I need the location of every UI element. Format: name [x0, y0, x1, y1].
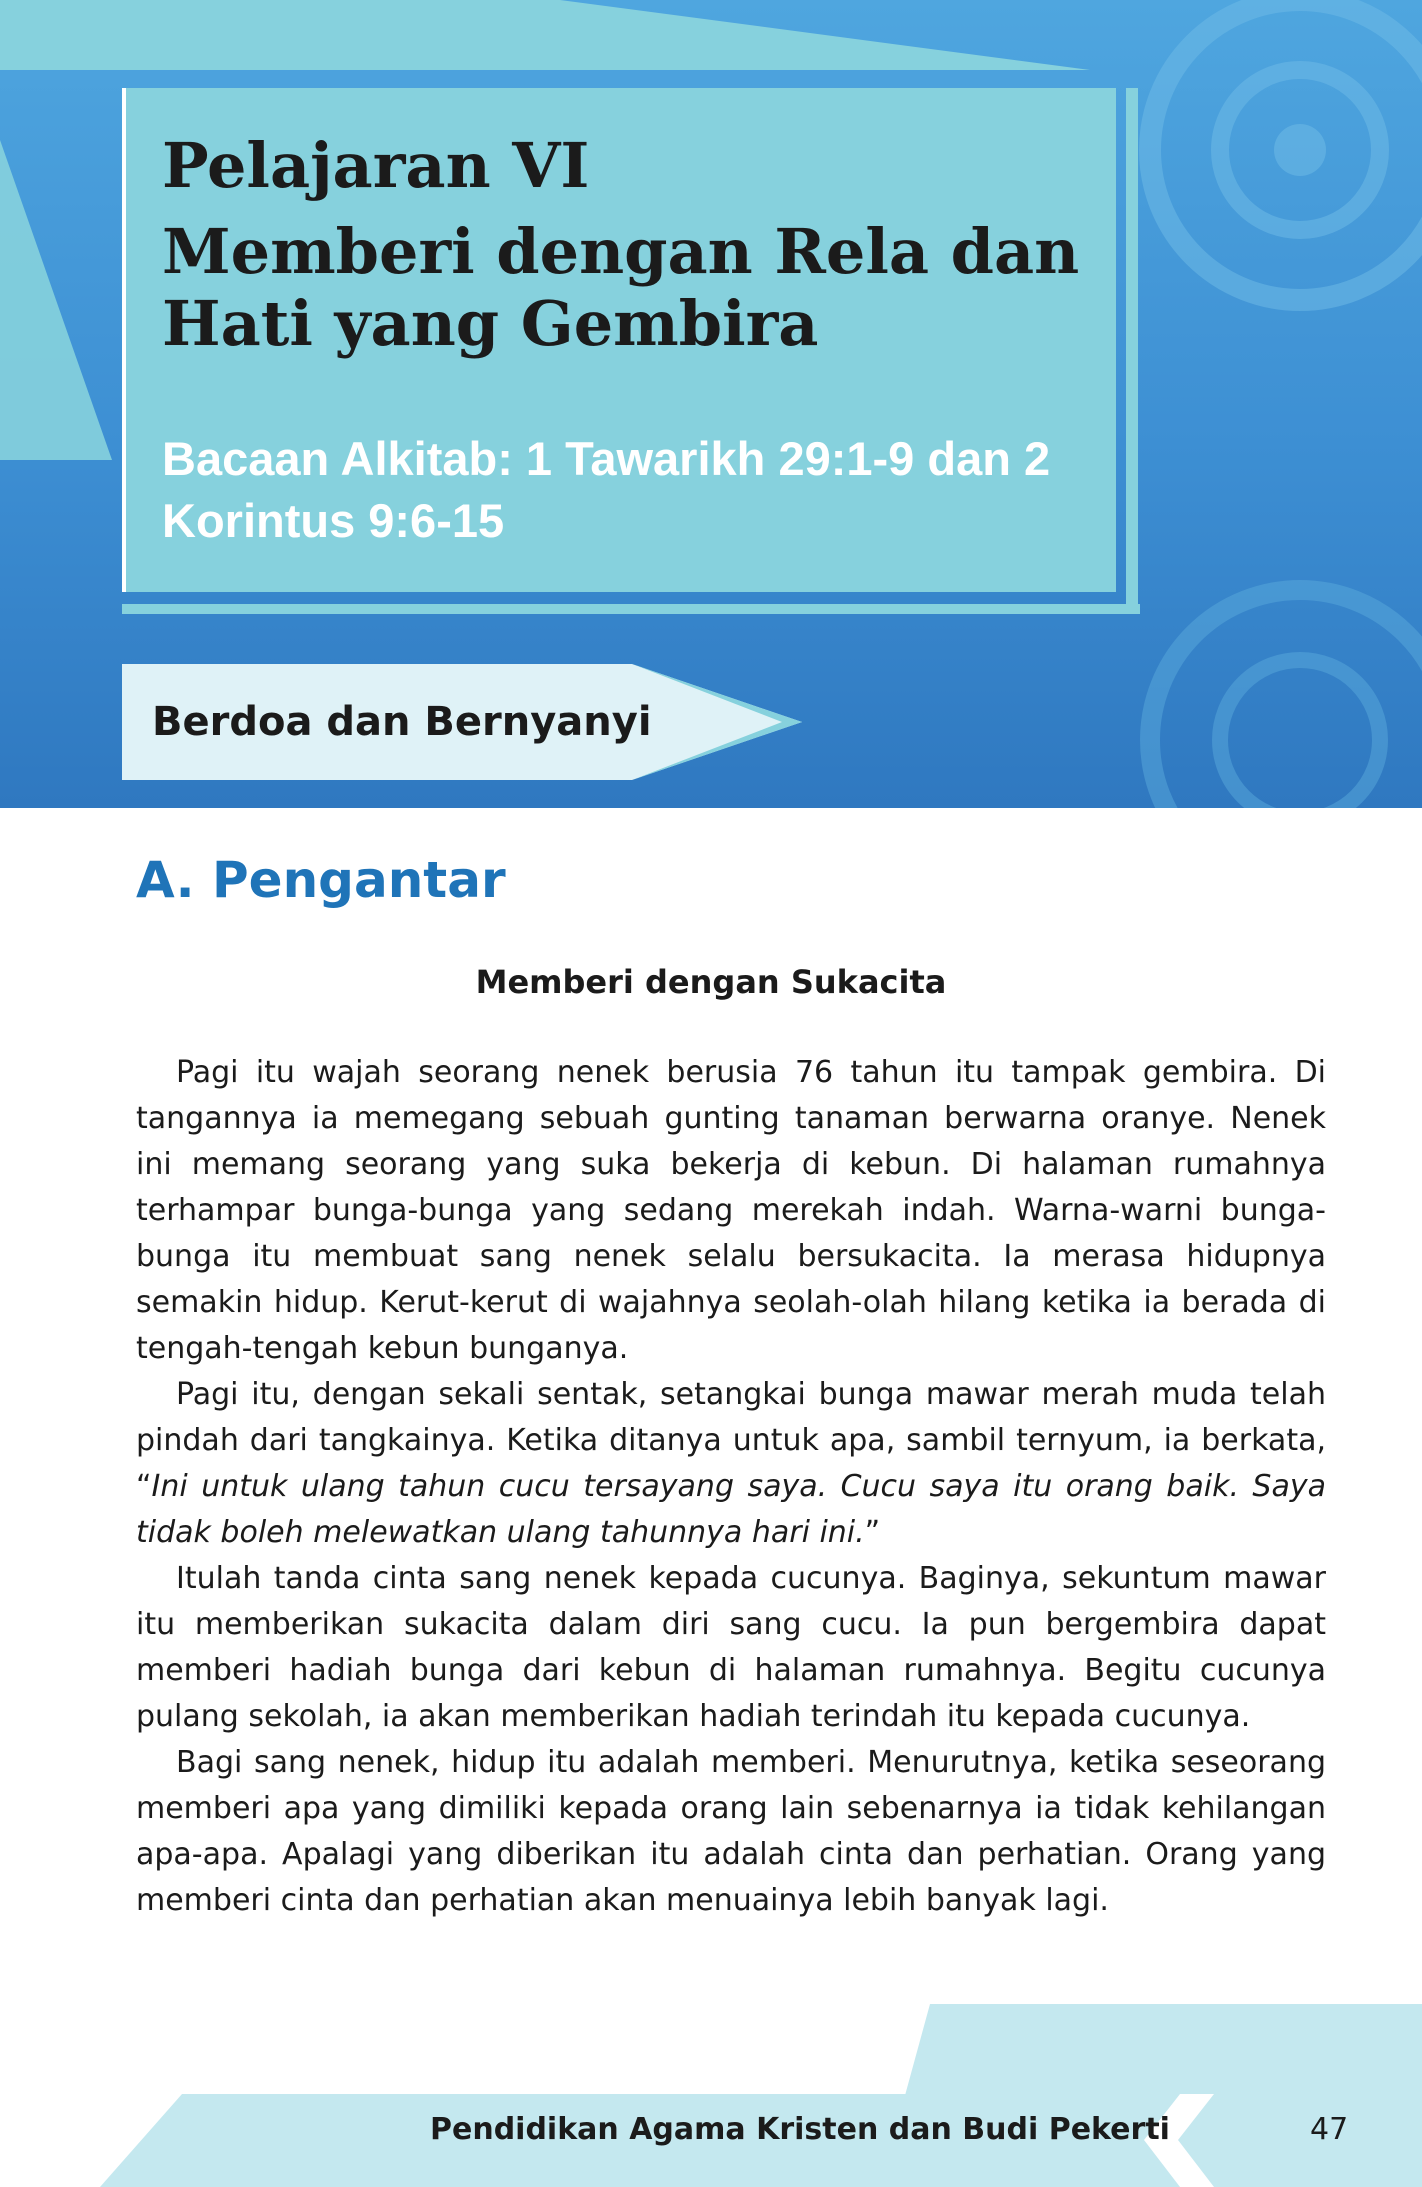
section-tab [122, 664, 802, 780]
closing-quote-mark: ” [864, 1515, 881, 1550]
paragraph-text: Pagi itu, dengan sekali sentak, setangkai bunga mawar merah muda telah pindah dari tangkainya. Ketika ditanya untuk apa, sambil ternyum, ia berkata, “ [136, 1377, 1326, 1504]
footer-decoration [0, 1990, 1422, 2187]
lesson-title-block [162, 130, 1102, 360]
header-banner [0, 0, 1422, 808]
story-text [136, 1050, 1326, 1924]
lesson-title: Memberi dengan Rela dan Hati yang Gembira [162, 215, 1080, 360]
section-tab-label: Berdoa dan Bernyanyi [152, 699, 652, 745]
paragraph: Pagi itu wajah seorang nenek berusia 76 tahun itu tampak gembira. Di tangannya ia memegang sebuah gunting tanaman berwarna oranye. Nenek ini memang seorang yang suka bekerja di kebun. Di halaman rumahnya terhampar bunga-bunga yang sedang merekah indah. Warna-warni bunga-bunga itu membuat sang nenek selalu bersukacita. Ia merasa hidupnya semakin hidup. Kerut-kerut di wajahnya seolah-olah hilang ketika ia berada di tengah-tengah kebun bunganya. [136, 1055, 1326, 1366]
bible-reading: Bacaan Alkitab: 1 Tawarikh 29:1-9 dan 2 Korintus 9:6-15 [162, 432, 1051, 547]
page-number: 47 [1310, 2112, 1349, 2147]
title-panel-accent-bottom [122, 604, 1140, 614]
lesson-number: Pelajaran VI [162, 129, 590, 202]
grandmother-quote: Ini untuk ulang tahun cucu tersayang saya. Cucu saya itu orang baik. Saya tidak boleh melewatkan ulang tahunnya hari ini. [136, 1469, 1326, 1550]
paragraph: Itulah tanda cinta sang nenek kepada cucunya. Baginya, sekuntum mawar itu memberikan sukacita dalam diri sang cucu. Ia pun bergembira dapat memberi hadiah bunga dari kebun di halaman rumahnya. Begitu cucunya pulang sekolah, ia akan memberikan hadiah terindah itu kepada cucunya. [136, 1561, 1326, 1734]
title-panel-accent-right [1126, 88, 1138, 614]
paragraph-with-quote [136, 1372, 1326, 1556]
section-heading: A. Pengantar [136, 851, 506, 909]
paragraph: Bagi sang nenek, hidup itu adalah memberi. Menurutnya, ketika seseorang memberi apa yang dimiliki kepada orang lain sebenarnya ia tidak kehilangan apa-apa. Apalagi yang diberikan itu adalah cinta dan perhatian. Orang yang memberi cinta dan perhatian akan menuainya lebih banyak lagi. [136, 1745, 1326, 1918]
book-title: Pendidikan Agama Kristen dan Budi Pekerti [430, 2112, 1170, 2147]
story-title: Memberi dengan Sukacita [475, 963, 947, 1001]
page-footer [0, 1990, 1422, 2187]
